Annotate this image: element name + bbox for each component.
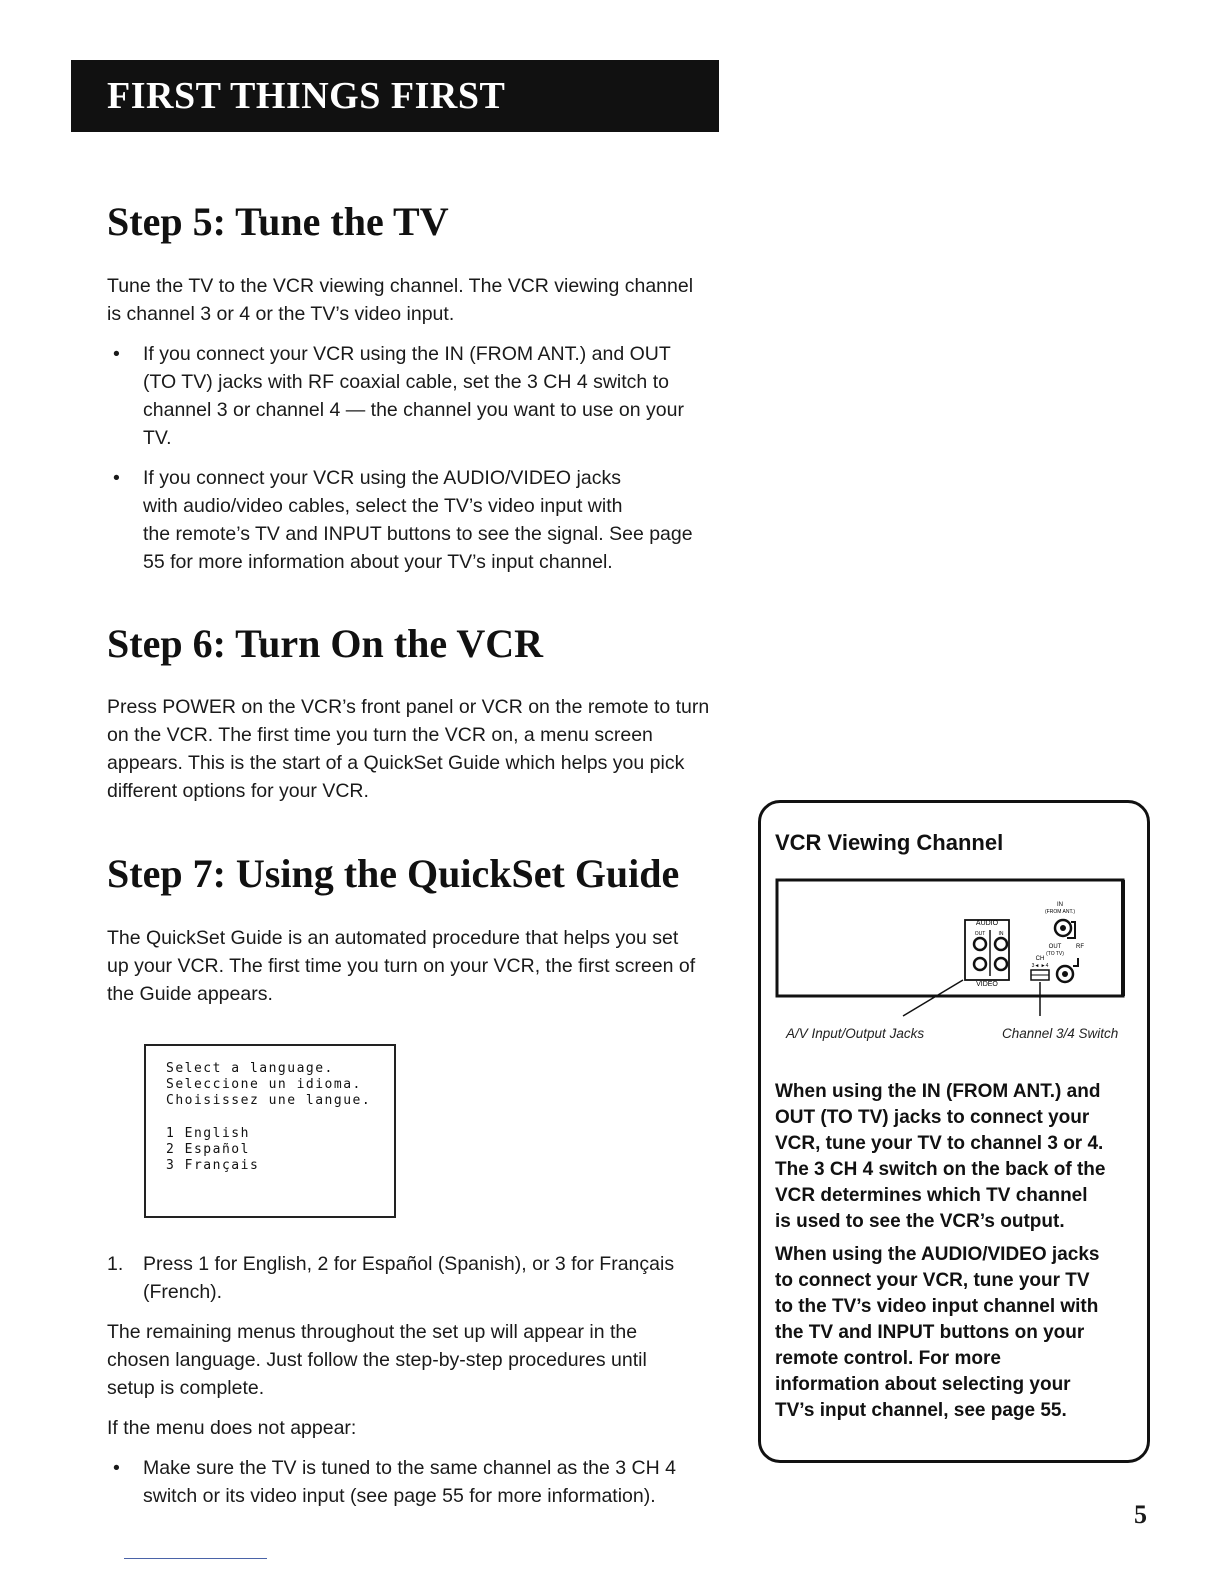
to-tv-label: (TO TV) bbox=[1046, 951, 1064, 957]
menu-option-english: 1 English bbox=[166, 1126, 250, 1141]
section-header-bar bbox=[71, 60, 719, 132]
bullet-line: If you connect your VCR using the AUDIO/VIDEO jacks bbox=[143, 467, 621, 489]
bullet-line: (TO TV) jacks with RF coaxial cable, set the 3 CH 4 switch to bbox=[143, 371, 669, 393]
bullet-line: switch or its video input (see page 55 for more information). bbox=[143, 1485, 656, 1507]
ch-switch-label: 3◄ ►4 bbox=[1031, 963, 1049, 969]
remaining-line: chosen language. Just follow the step-by-step procedures until bbox=[107, 1349, 647, 1371]
sidebar-line: remote control. For more bbox=[775, 1348, 1001, 1369]
step6-heading: Step 6: Turn On the VCR bbox=[107, 621, 544, 666]
video-in-jack bbox=[995, 958, 1007, 970]
caption-channel-switch: Channel 3/4 Switch bbox=[1002, 1026, 1119, 1041]
step7-intro-line: The QuickSet Guide is an automated procedure that helps you set bbox=[107, 927, 679, 949]
step6-line: Press POWER on the VCR’s front panel or VCR on the remote to turn bbox=[107, 696, 710, 718]
remaining-line: The remaining menus throughout the set up will appear in the bbox=[107, 1321, 638, 1343]
ch-label: CH bbox=[1035, 956, 1045, 962]
step7-intro-line: the Guide appears. bbox=[107, 983, 273, 1005]
bullet-line: Make sure the TV is tuned to the same channel as the 3 CH 4 bbox=[143, 1457, 676, 1479]
step7-remaining bbox=[107, 1318, 757, 1402]
audio-in-jack bbox=[995, 938, 1007, 950]
audio-out-jack bbox=[974, 938, 986, 950]
step6-line: on the VCR. The first time you turn the VCR on, a menu screen bbox=[107, 724, 653, 746]
rf-in-jack-center bbox=[1060, 925, 1066, 931]
caption-av-jacks: A/V Input/Output Jacks bbox=[786, 1026, 925, 1041]
sidebar-line: to the TV’s video input channel with bbox=[775, 1296, 1099, 1317]
page-number: 5 bbox=[1134, 1500, 1147, 1529]
language-menu-screen bbox=[144, 1044, 396, 1218]
step7-intro-line: up your VCR. The first time you turn on your VCR, the first screen of bbox=[107, 955, 696, 977]
sidebar-line: When using the IN (FROM ANT.) and bbox=[775, 1081, 1101, 1102]
menu-option-espanol: 2 Español bbox=[166, 1142, 250, 1157]
from-ant-label: (FROM ANT.) bbox=[1045, 909, 1075, 915]
footer-rule bbox=[124, 1558, 267, 1559]
step7-intro bbox=[107, 924, 757, 1008]
menu-option-francais: 3 Français bbox=[166, 1158, 260, 1173]
rf-out-jack-center bbox=[1062, 971, 1068, 977]
bullet-line: with audio/video cables, select the TV’s video input with bbox=[143, 495, 623, 517]
sidebar-paragraph-rf bbox=[775, 1079, 1140, 1235]
sidebar-line: When using the AUDIO/VIDEO jacks bbox=[775, 1244, 1100, 1265]
rf-label: RF bbox=[1076, 944, 1084, 950]
step7-heading: Step 7: Using the QuickSet Guide bbox=[107, 851, 680, 896]
sidebar-line: is used to see the VCR’s output. bbox=[775, 1211, 1065, 1232]
sidebar-line: the TV and INPUT buttons on your bbox=[775, 1322, 1085, 1343]
remaining-line: setup is complete. bbox=[107, 1377, 265, 1399]
sidebar-line: information about selecting your bbox=[775, 1374, 1071, 1395]
step6-line: appears. This is the start of a QuickSet Guide which helps you pick bbox=[107, 752, 685, 774]
step5-intro bbox=[107, 272, 757, 328]
step5-heading: Step 5: Tune the TV bbox=[107, 199, 449, 244]
bullet-dot: • bbox=[113, 343, 120, 365]
sidebar-line: VCR determines which TV channel bbox=[775, 1185, 1088, 1206]
bullet-line: TV. bbox=[143, 427, 172, 449]
item-line: Press 1 for English, 2 for Español (Spanish), or 3 for Français bbox=[143, 1253, 675, 1275]
rf-out-label: OUT bbox=[1048, 944, 1062, 950]
bullet-line: If you connect your VCR using the IN (FROM ANT.) and OUT bbox=[143, 343, 671, 365]
step6-body bbox=[107, 693, 757, 805]
step6-line: different options for your VCR. bbox=[107, 780, 369, 802]
bullet-line: the remote’s TV and INPUT buttons to see the signal. See page bbox=[143, 523, 693, 545]
video-out-jack bbox=[974, 958, 986, 970]
section-title: FIRST THINGS FIRST bbox=[107, 75, 506, 117]
sidebar-title: VCR Viewing Channel bbox=[775, 830, 1004, 855]
bullet-dot: • bbox=[113, 1457, 120, 1479]
sidebar-line: OUT (TO TV) jacks to connect your bbox=[775, 1107, 1090, 1128]
video-label: VIDEO bbox=[976, 981, 998, 988]
step5-intro-line: Tune the TV to the VCR viewing channel. The VCR viewing channel bbox=[107, 275, 694, 297]
av-out-label: OUT bbox=[974, 931, 986, 937]
av-in-label: IN bbox=[998, 931, 1004, 937]
sidebar-line: TV’s input channel, see page 55. bbox=[775, 1400, 1067, 1421]
sidebar-paragraph-av bbox=[775, 1242, 1140, 1424]
menu-line: Seleccione un idioma. bbox=[166, 1077, 362, 1092]
sidebar-line: to connect your VCR, tune your TV bbox=[775, 1270, 1090, 1291]
sidebar-line: The 3 CH 4 switch on the back of the bbox=[775, 1159, 1106, 1180]
in-label: IN bbox=[1057, 902, 1063, 908]
vcr-back-panel-diagram bbox=[775, 876, 1135, 1026]
audio-label: AUDIO bbox=[975, 920, 999, 927]
item-line: (French). bbox=[143, 1281, 223, 1303]
bullet-line: channel 3 or channel 4 — the channel you want to use on your bbox=[143, 399, 684, 421]
bullet-dot: • bbox=[113, 467, 120, 489]
step7-if-menu: If the menu does not appear: bbox=[107, 1417, 357, 1439]
menu-line: Choisissez une langue. bbox=[166, 1093, 372, 1108]
menu-line: Select a language. bbox=[166, 1061, 334, 1076]
vcr-panel-shadow bbox=[1121, 880, 1125, 996]
sidebar-line: VCR, tune your TV to channel 3 or 4. bbox=[775, 1133, 1104, 1154]
bullet-line: 55 for more information about your TV’s input channel. bbox=[143, 551, 613, 573]
step5-intro-line: is channel 3 or 4 or the TV’s video input. bbox=[107, 303, 455, 325]
item-number: 1. bbox=[107, 1253, 124, 1275]
